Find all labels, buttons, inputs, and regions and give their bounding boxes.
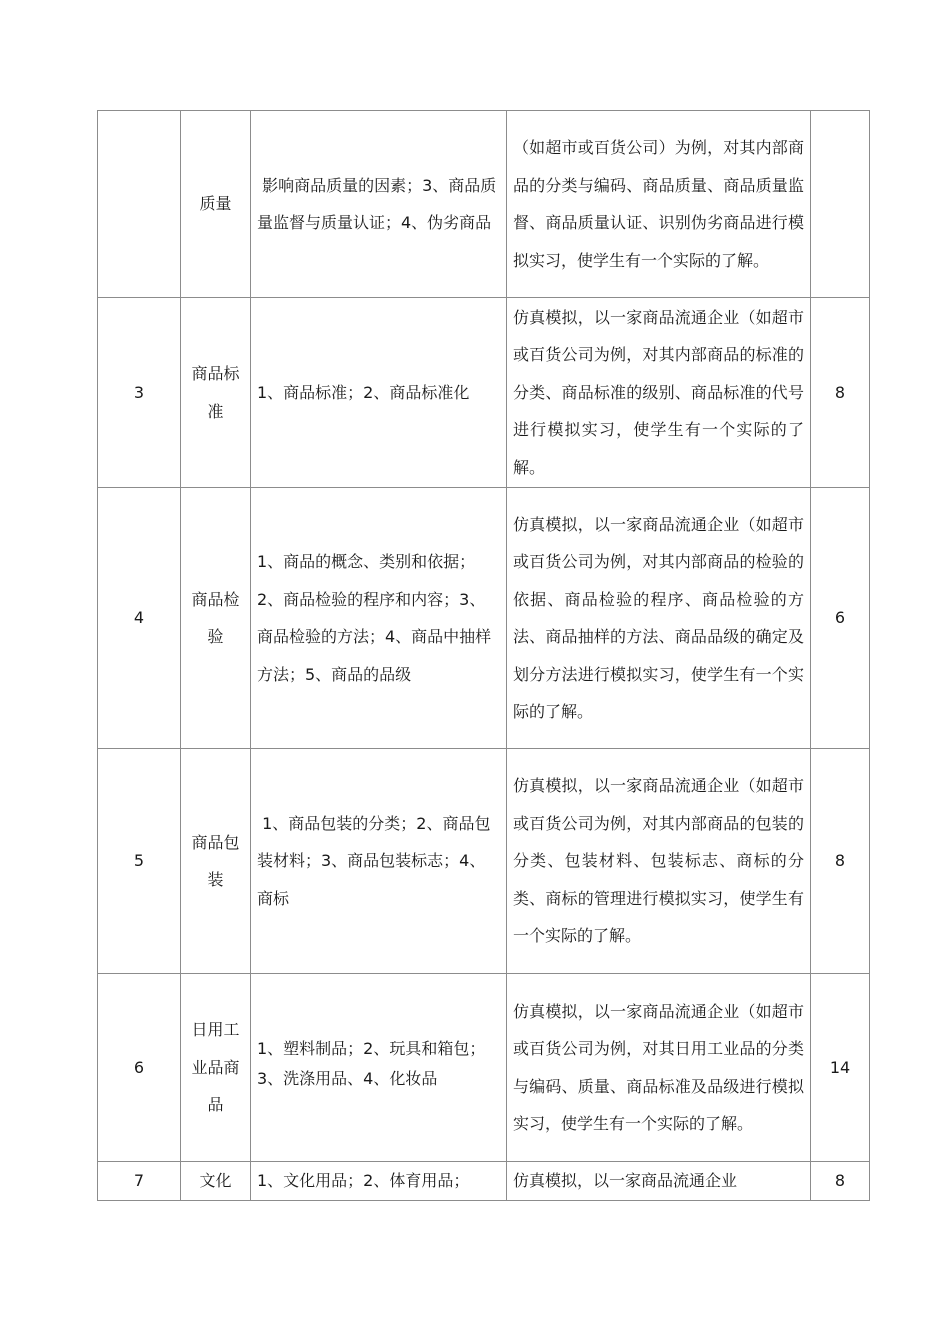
topic-content: 1、文化用品；2、体育用品； xyxy=(251,1162,507,1201)
practice-description: 仿真模拟，以一家商品流通企业（如超市或百货公司为例，对其内部商品的标准的分类、商品标准的级别、商品标准的代号进行模拟实习，使学生有一个实际的了解。 xyxy=(507,298,811,488)
row-number: 3 xyxy=(98,298,181,488)
table-row xyxy=(98,298,870,488)
topic-content: 影响商品质量的因素；3、商品质量监督与质量认证；4、伪劣商品 xyxy=(251,111,507,298)
topic-name: 质量 xyxy=(181,111,251,298)
table-row xyxy=(98,749,870,974)
content-line: 3、洗涤用品、4、化妆品 xyxy=(257,1069,438,1089)
topic-name: 商品检验 xyxy=(181,488,251,749)
topic-content: 1、商品标准；2、商品标准化 xyxy=(251,298,507,488)
topic-name: 文化 xyxy=(181,1162,251,1201)
hours: 14 xyxy=(811,974,870,1162)
hours xyxy=(811,111,870,298)
row-number: 5 xyxy=(98,749,181,974)
row-number xyxy=(98,111,181,298)
topic-content: 1、商品的概念、类别和依据； 2、商品检验的程序和内容；3、商品检验的方法；4、商品中抽样方法；5、商品的品级 xyxy=(251,488,507,749)
practice-description: 仿真模拟，以一家商品流通企业（如超市或百货公司为例，对其日用工业品的分类与编码、质量、商品标准及品级进行模拟实习，使学生有一个实际的了解。 xyxy=(507,974,811,1162)
topic-name: 商品标准 xyxy=(181,298,251,488)
topic-content: 1、商品包装的分类；2、商品包装材料；3、商品包装标志；4、商标 xyxy=(251,749,507,974)
table-row xyxy=(98,111,870,298)
topic-content xyxy=(251,974,507,1162)
hours: 8 xyxy=(811,1162,870,1201)
hours: 8 xyxy=(811,749,870,974)
hours: 8 xyxy=(811,298,870,488)
content-line: 1、塑料制品；2、玩具和箱包； xyxy=(257,1039,486,1059)
practice-description: 仿真模拟，以一家商品流通企业（如超市或百货公司为例，对其内部商品的检验的依据、商品检验的程序、商品检验的方法、商品抽样的方法、商品品级的确定及划分方法进行模拟实习，使学生有一个实际的了解。 xyxy=(507,488,811,749)
course-table xyxy=(97,110,870,1201)
table-row xyxy=(98,974,870,1162)
row-number: 4 xyxy=(98,488,181,749)
practice-description: （如超市或百货公司）为例，对其内部商品的分类与编码、商品质量、商品质量监督、商品质量认证、识别伪劣商品进行模拟实习，使学生有一个实际的了解。 xyxy=(507,111,811,298)
row-number: 7 xyxy=(98,1162,181,1201)
practice-description: 仿真模拟，以一家商品流通企业（如超市或百货公司为例，对其内部商品的包装的分类、包装材料、包装标志、商标的分类、商标的管理进行模拟实习，使学生有一个实际的了解。 xyxy=(507,749,811,974)
topic-name: 商品包装 xyxy=(181,749,251,974)
hours: 6 xyxy=(811,488,870,749)
table-row xyxy=(98,488,870,749)
row-number: 6 xyxy=(98,974,181,1162)
topic-name: 日用工业品商品 xyxy=(181,974,251,1162)
table-row xyxy=(98,1162,870,1201)
practice-description: 仿真模拟，以一家商品流通企业 xyxy=(507,1162,811,1201)
